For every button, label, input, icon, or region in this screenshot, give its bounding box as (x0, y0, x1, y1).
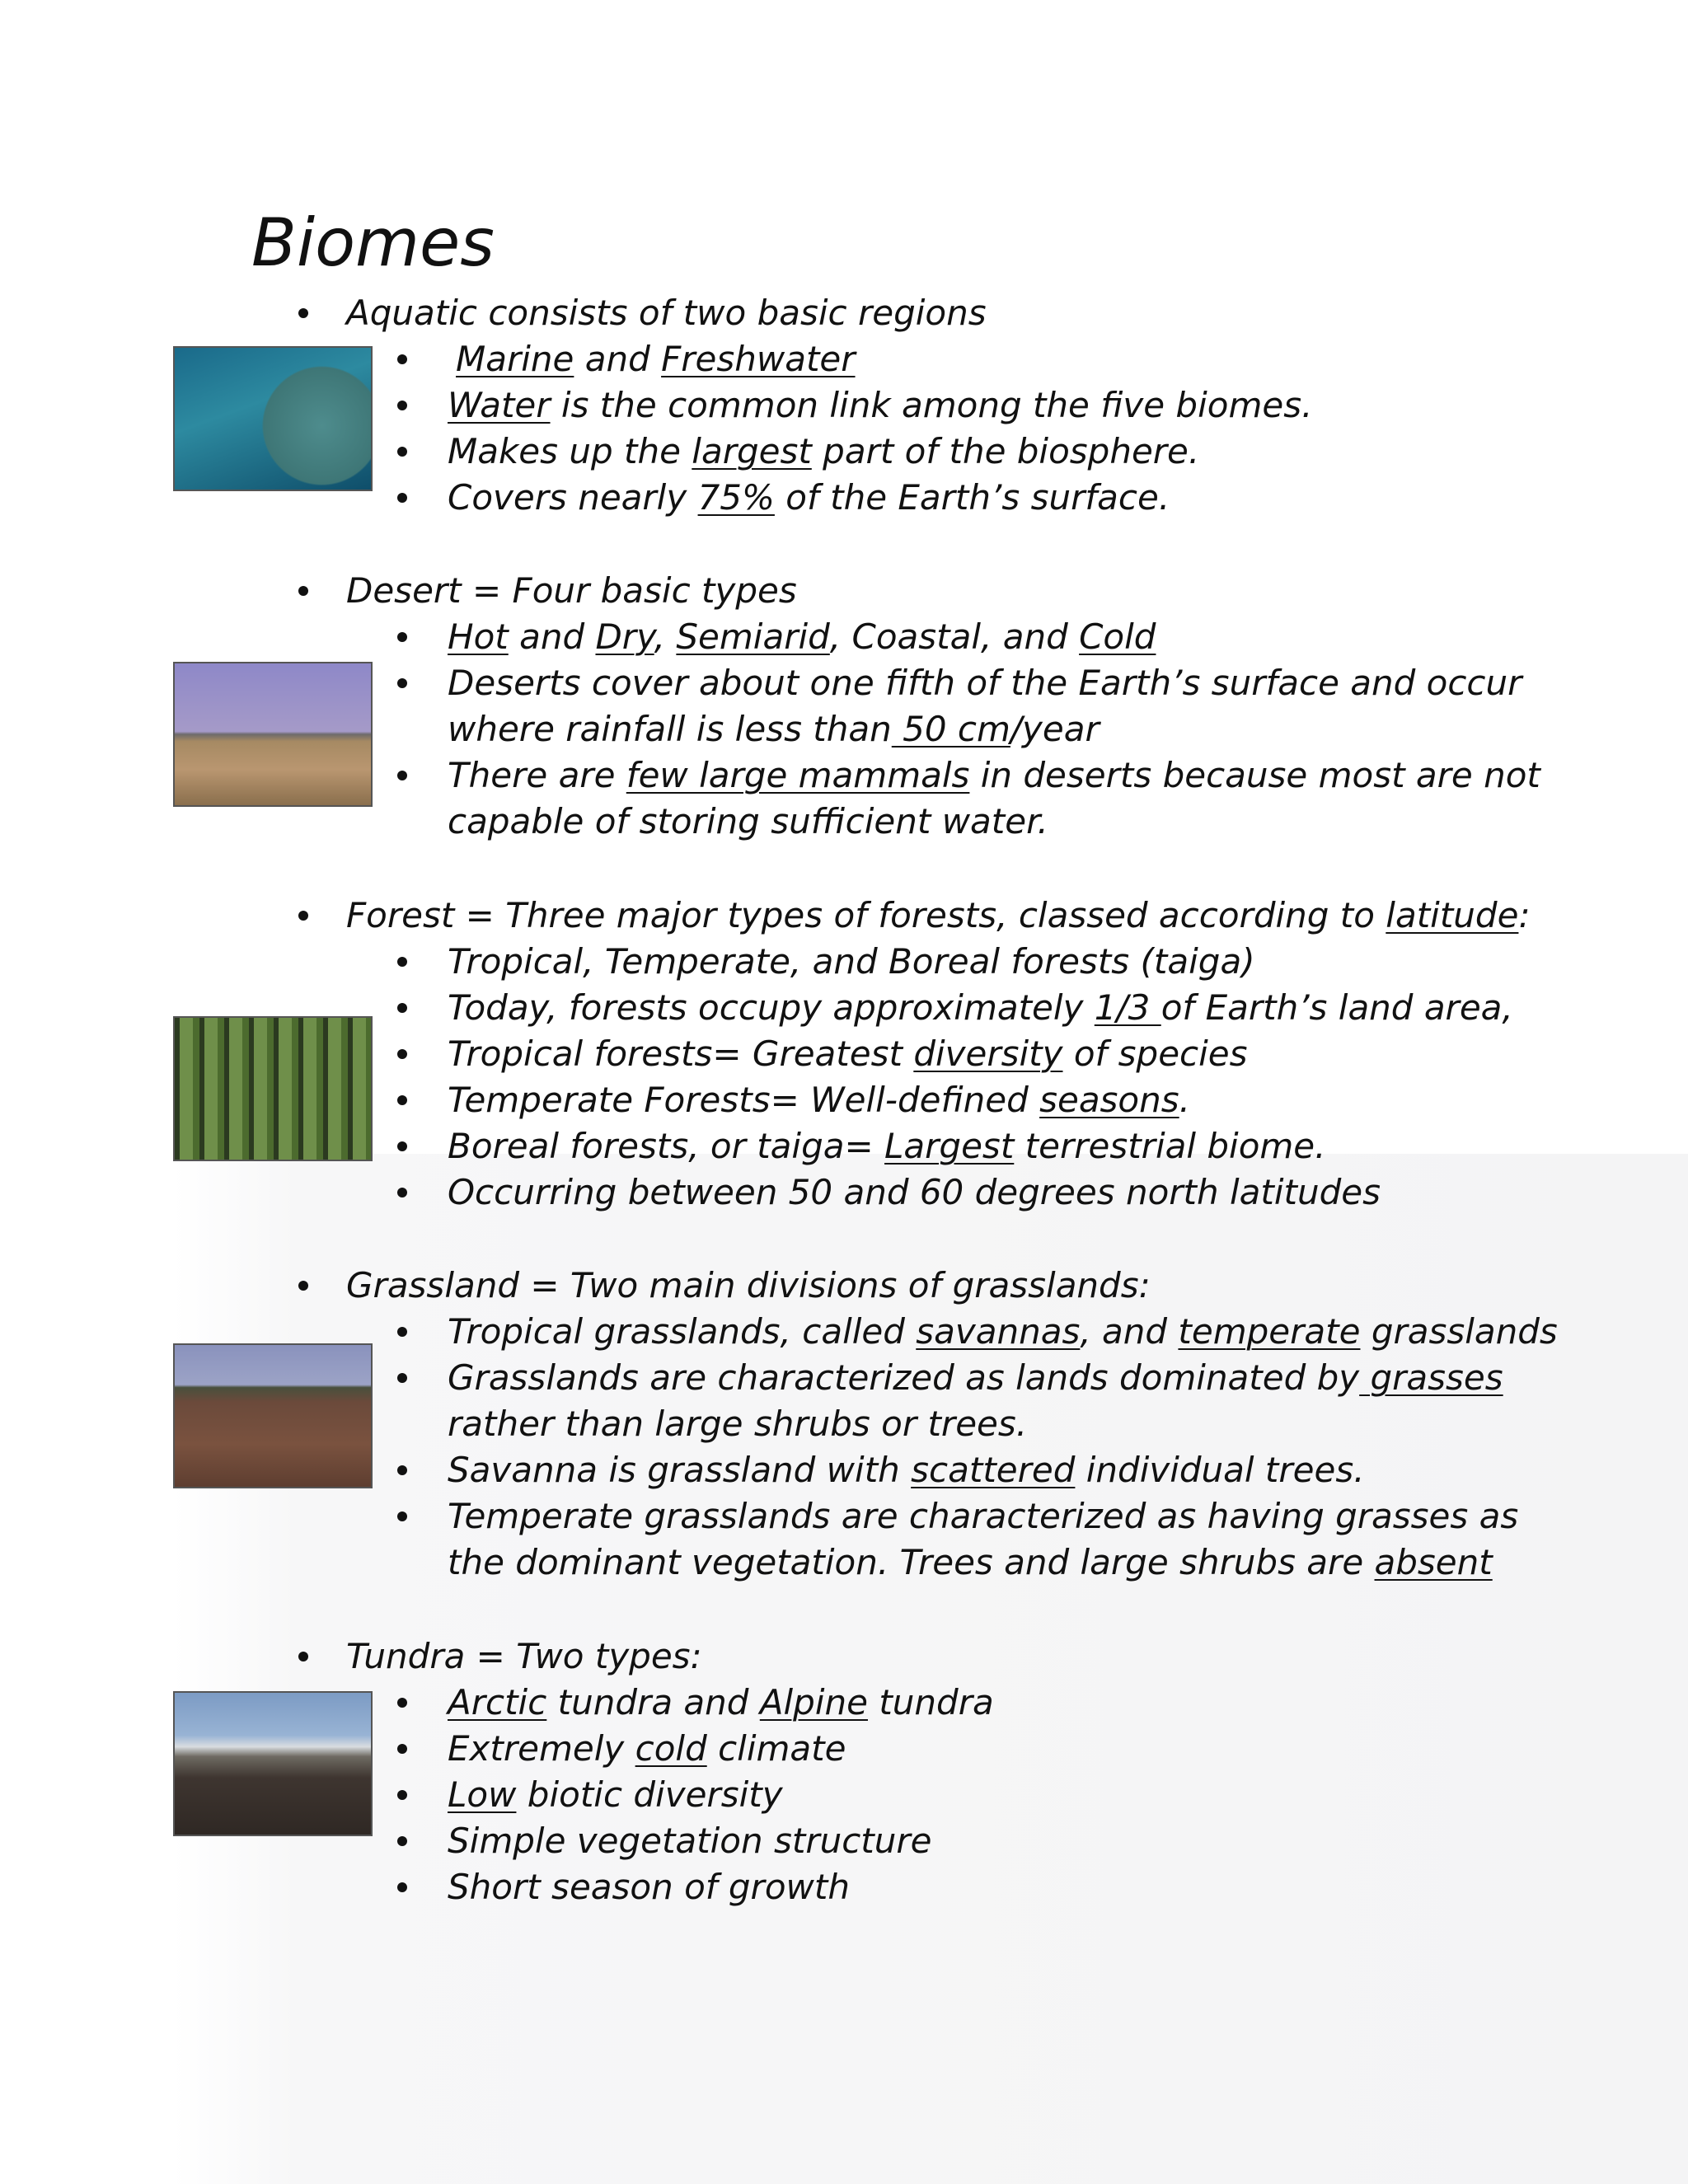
list-item: Marine and Freshwater (456, 339, 856, 379)
list-item: Arctic tundra and Alpine tundra (448, 1682, 994, 1722)
bullet-icon (397, 1003, 407, 1013)
bullet-icon (397, 678, 407, 688)
bullet-icon (397, 1465, 407, 1475)
bullet-icon (298, 308, 308, 318)
bullet-icon (397, 493, 407, 503)
list-item: Makes up the largest part of the biosphere. (448, 431, 1200, 471)
list-item: There are few large mammals in deserts because most are not (448, 755, 1540, 795)
bullet-icon (397, 1049, 407, 1059)
bullet-icon (298, 911, 308, 921)
bullet-icon (397, 354, 407, 364)
list-item: Occurring between 50 and 60 degrees north latitudes (448, 1172, 1381, 1212)
list-item: Extremely cold climate (448, 1728, 846, 1769)
grassland-photo (173, 1343, 373, 1488)
bullet-icon (298, 1652, 308, 1661)
list-item-continuation: rather than large shrubs or trees. (448, 1404, 1028, 1444)
grassland-heading: Grassland = Two main divisions of grasslands: (346, 1265, 1151, 1305)
bullet-icon (397, 1141, 407, 1151)
list-item: Savanna is grassland with scattered individual trees. (448, 1450, 1365, 1490)
bullet-icon (397, 447, 407, 457)
list-item: Water is the common link among the five biomes. (448, 385, 1313, 425)
bullet-icon (397, 1836, 407, 1846)
list-item: Covers nearly 75% of the Earth’s surface. (448, 477, 1170, 518)
list-item-continuation: capable of storing sufficient water. (448, 801, 1048, 841)
list-item: Today, forests occupy approximately 1/3 of Earth’s land area, (448, 987, 1513, 1028)
bullet-icon (397, 1373, 407, 1383)
list-item: Simple vegetation structure (448, 1821, 932, 1861)
bullet-icon (397, 1744, 407, 1754)
list-item: Tropical forests= Greatest diversity of species (448, 1033, 1248, 1074)
bullet-icon (397, 771, 407, 780)
bullet-icon (397, 1511, 407, 1521)
list-item-continuation: where rainfall is less than 50 cm/year (448, 709, 1100, 749)
bullet-icon (397, 1188, 407, 1197)
list-item: Tropical, Temperate, and Boreal forests (taiga) (448, 941, 1255, 982)
tundra-photo (173, 1691, 373, 1836)
list-item: Grasslands are characterized as lands dominated by grasses (448, 1357, 1503, 1398)
bullet-icon (397, 1095, 407, 1105)
page-title: Biomes (251, 204, 495, 281)
bullet-icon (298, 1281, 308, 1291)
forest-heading: Forest = Three major types of forests, classed according to latitude: (346, 895, 1531, 935)
bullet-icon (397, 1882, 407, 1892)
tundra-heading: Tundra = Two types: (346, 1636, 702, 1676)
list-item: Temperate grasslands are characterized as having grasses as (448, 1496, 1519, 1536)
bullet-icon (397, 957, 407, 967)
bullet-icon (397, 1327, 407, 1337)
list-item: Low biotic diversity (448, 1774, 783, 1815)
aquatic-photo (173, 346, 373, 491)
list-item-continuation: the dominant vegetation. Trees and large shrubs are absent (448, 1542, 1493, 1582)
bullet-icon (397, 401, 407, 410)
list-item: Boreal forests, or taiga= Largest terrestrial biome. (448, 1126, 1326, 1166)
list-item: Hot and Dry, Semiarid, Coastal, and Cold (448, 616, 1156, 657)
desert-photo (173, 662, 373, 807)
forest-photo (173, 1016, 373, 1161)
bullet-icon (397, 1698, 407, 1708)
bullet-icon (397, 632, 407, 642)
list-item: Deserts cover about one fifth of the Earth’s surface and occur (448, 663, 1522, 703)
list-item: Tropical grasslands, called savannas, and temperate grasslands (448, 1311, 1558, 1352)
list-item: Short season of growth (448, 1867, 850, 1907)
bullet-icon (397, 1790, 407, 1800)
bullet-icon (298, 586, 308, 596)
aquatic-heading: Aquatic consists of two basic regions (346, 293, 987, 333)
list-item: Temperate Forests= Well-defined seasons. (448, 1080, 1190, 1120)
desert-heading: Desert = Four basic types (346, 570, 797, 611)
